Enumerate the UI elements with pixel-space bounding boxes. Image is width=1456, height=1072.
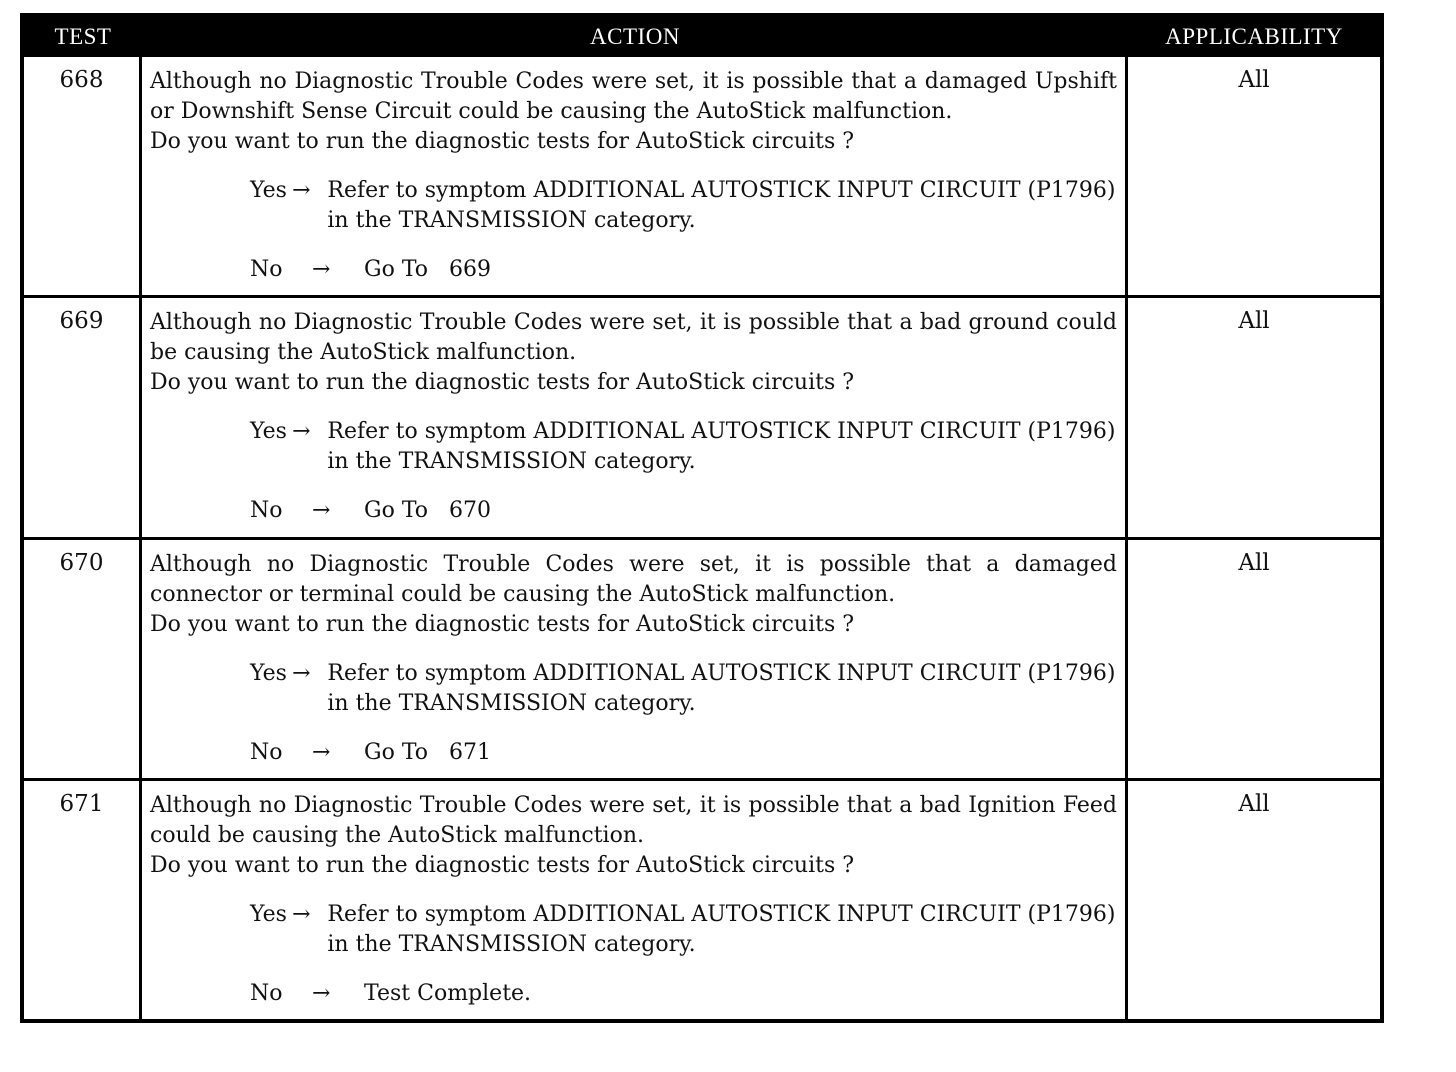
right-arrow-icon: → [292, 660, 311, 686]
no-option [150, 738, 1117, 768]
prompt-text: Do you want to run the diagnostic tests for AutoStick circuits ? [150, 370, 855, 396]
right-arrow-icon: → [312, 980, 331, 1006]
table-row [24, 295, 1380, 536]
right-arrow-icon: → [312, 739, 331, 765]
yes-result: Refer to symptom ADDITIONAL AUTOSTICK INPUT CIRCUIT (P1796) in the TRANSMISSION category. [327, 419, 1116, 475]
applicability-value: All [1238, 67, 1270, 93]
no-option [150, 255, 1117, 285]
yes-option [150, 659, 1117, 719]
action-cell [142, 540, 1128, 778]
question-text: Although no Diagnostic Trouble Codes were set, it is possible that a bad Ignition Feed could be causing the AutoStick malfunction. [150, 792, 1117, 848]
right-arrow-icon: → [292, 419, 311, 445]
prompt-text: Do you want to run the diagnostic tests for AutoStick circuits ? [150, 852, 855, 878]
test-number: 670 [24, 540, 142, 778]
table-header-row [24, 17, 1380, 57]
header-test: TEST [54, 24, 112, 49]
right-arrow-icon: → [312, 257, 331, 282]
yes-option [150, 417, 1117, 477]
no-label: No [250, 498, 283, 524]
no-result: Go To 671 [364, 739, 491, 765]
question-text: Although no Diagnostic Trouble Codes were set, it is possible that a bad ground could be causing the AutoStick malfunction. [150, 310, 1117, 366]
test-number: 669 [24, 298, 142, 536]
no-result: Go To 670 [364, 498, 491, 524]
test-number: 671 [24, 781, 142, 1019]
yes-label: Yes [250, 178, 287, 203]
header-applicability: APPLICABILITY [1165, 24, 1343, 49]
yes-result: Refer to symptom ADDITIONAL AUTOSTICK INPUT CIRCUIT (P1796) in the TRANSMISSION category. [327, 901, 1116, 957]
yes-label: Yes [250, 419, 287, 445]
right-arrow-icon: → [292, 178, 311, 203]
applicability-value: All [1238, 790, 1270, 817]
action-cell [142, 57, 1128, 295]
no-label: No [250, 739, 283, 765]
applicability-value: All [1238, 549, 1270, 576]
yes-label: Yes [250, 901, 287, 927]
table-row [24, 57, 1380, 295]
question-text: Although no Diagnostic Trouble Codes were set, it is possible that a damaged connector or terminal could be causing the AutoStick malfunction. [150, 551, 1117, 607]
right-arrow-icon: → [292, 901, 311, 927]
yes-option [150, 176, 1117, 236]
applicability-value: All [1238, 308, 1270, 335]
yes-result: Refer to symptom ADDITIONAL AUTOSTICK INPUT CIRCUIT (P1796) in the TRANSMISSION category. [327, 178, 1116, 233]
right-arrow-icon: → [312, 498, 331, 524]
action-cell [142, 781, 1128, 1019]
diagnostic-test-table [20, 13, 1384, 1023]
prompt-text: Do you want to run the diagnostic tests for AutoStick circuits ? [150, 611, 855, 637]
yes-option [150, 900, 1117, 960]
header-action: ACTION [590, 24, 680, 49]
no-option [150, 496, 1117, 526]
no-label: No [250, 980, 283, 1006]
yes-label: Yes [250, 660, 287, 686]
no-result: Go To 669 [364, 257, 491, 282]
prompt-text: Do you want to run the diagnostic tests for AutoStick circuits ? [150, 129, 855, 154]
no-result: Test Complete. [364, 980, 532, 1006]
table-row [24, 537, 1380, 778]
no-option [150, 979, 1117, 1009]
question-text: Although no Diagnostic Trouble Codes were set, it is possible that a damaged Upshift or Downshift Sense Circuit could be causing the AutoStick malfunction. [150, 69, 1117, 124]
no-label: No [250, 257, 283, 282]
action-cell [142, 298, 1128, 536]
yes-result: Refer to symptom ADDITIONAL AUTOSTICK INPUT CIRCUIT (P1796) in the TRANSMISSION category. [327, 660, 1116, 716]
table-row [24, 778, 1380, 1019]
test-number: 668 [24, 57, 142, 295]
